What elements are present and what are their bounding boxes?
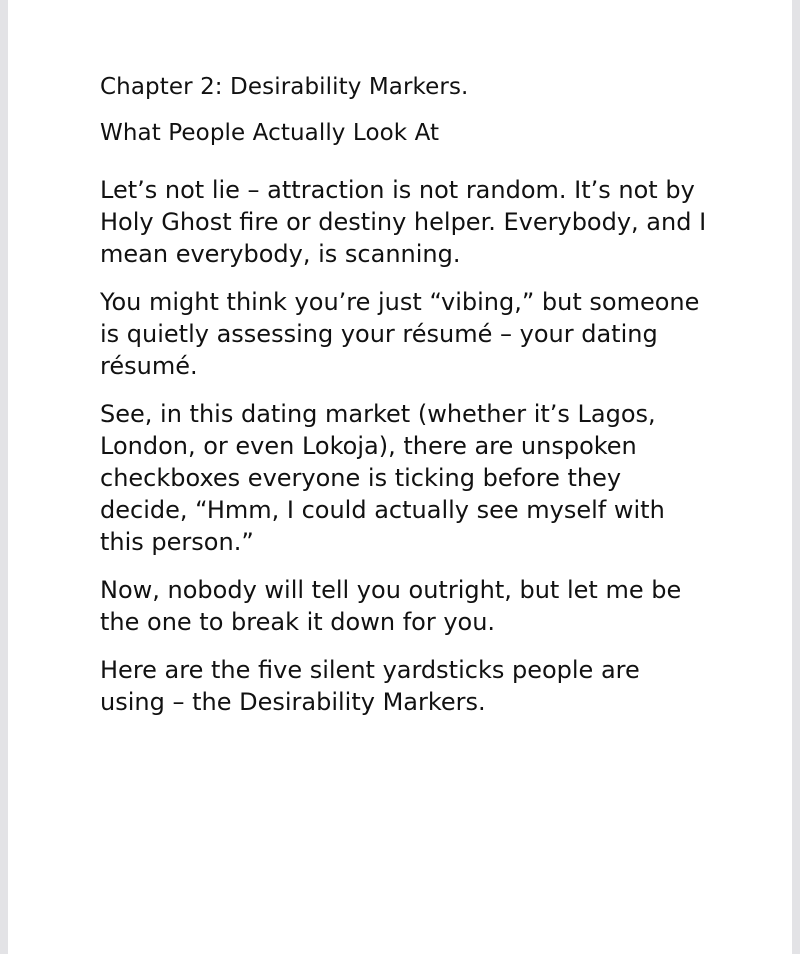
- chapter-subtitle: What People Actually Look At: [100, 120, 440, 146]
- paragraph-attraction-not-random: Let’s not lie – attraction is not random. It’s not by Holy Ghost fire or destiny helper. Everybody, and I mean everybody, is scanning.: [100, 176, 707, 268]
- chapter-body: [100, 174, 710, 718]
- page-edge-right: [792, 0, 800, 954]
- document-page: [100, 70, 710, 734]
- chapter-title: Chapter 2: Desirability Markers.: [100, 74, 469, 100]
- page-edge-left: [0, 0, 8, 954]
- paragraph-break-it-down: Now, nobody will tell you outright, but let me be the one to break it down for you.: [100, 576, 682, 636]
- paragraph-dating-resume: You might think you’re just “vibing,” but someone is quietly assessing your résumé – your dating résumé.: [100, 288, 700, 380]
- paragraph-dating-market: See, in this dating market (whether it’s Lagos, London, or even Lokoja), there are unspoken checkboxes everyone is ticking before they decide, “Hmm, I could actually see myself with this person.”: [100, 400, 665, 556]
- paragraph-desirability-markers: Here are the five silent yardsticks people are using – the Desirability Markers.: [100, 656, 640, 716]
